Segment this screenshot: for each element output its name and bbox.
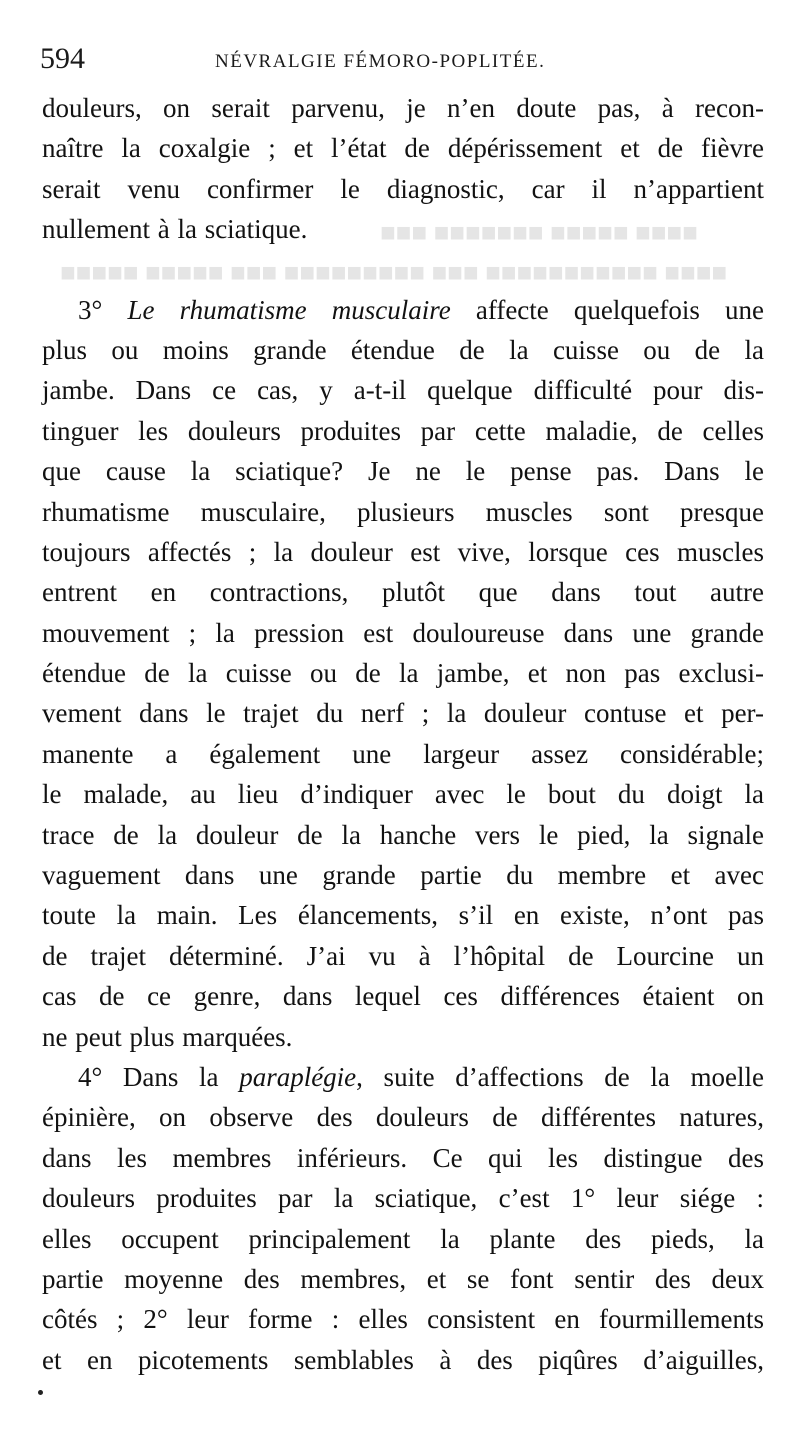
- text-line: [42, 290, 764, 330]
- bleed-ghost-text: ■■■■ ■■■■■■■■■■■ ■■■ ■■■■■■■■■ ■■■ ■■■■■ ■■■■■: [60, 258, 728, 287]
- text-line: jambe. Dans ce cas, y a-t-il quelque difficulté pour dis-: [42, 375, 764, 406]
- page-body: [42, 88, 764, 1380]
- text-line: côtés ; 2° leur forme : elles consistent en fourmillements: [42, 1304, 764, 1335]
- text-line: vement dans le trajet du nerf ; la douleur contuse et per-: [42, 698, 764, 729]
- text-line: le malade, au lieu d’indiquer avec le bout du doigt la: [42, 779, 764, 810]
- text-line: toujours affectés ; la douleur est vive, lorsque ces muscles: [42, 536, 764, 567]
- paragraph: [42, 1057, 764, 1380]
- text-line: douleurs, on serait parvenu, je n’en doute pas, à recon-: [42, 93, 764, 123]
- text-line: plus ou moins grande étendue de la cuisse ou de la: [42, 334, 764, 365]
- text-line: [42, 1057, 764, 1097]
- page-header: [40, 42, 760, 82]
- text-line: trace de la douleur de la hanche vers le pied, la signale: [42, 819, 764, 850]
- text-line: dans les membres inférieurs. Ce qui les distingue des: [42, 1142, 764, 1173]
- text-line: étendue de la cuisse ou de la jambe, et non pas exclusi-: [42, 658, 764, 689]
- italic-term: Le rhumatisme musculaire: [127, 294, 451, 325]
- bleed-ghost-text: ■■■■ ■■■■■ ■■■■■■■ ■■■: [380, 218, 698, 247]
- text-line: de trajet déterminé. J’ai vu à l’hôpital de Lourcine un: [42, 940, 764, 971]
- text-line: rhumatisme musculaire, plusieurs muscles sont presque: [42, 496, 764, 527]
- text-line: nullement à la sciatique.: [42, 214, 308, 245]
- text-run: affecte quelquefois une: [450, 294, 764, 325]
- text-line: mouvement ; la pression est douloureuse dans une grande: [42, 617, 764, 648]
- text-line: partie moyenne des membres, et se font sentir des deux: [42, 1263, 764, 1294]
- text-line: vaguement dans une grande partie du membre et avec: [42, 860, 764, 891]
- text-line: tinguer les douleurs produites par cette maladie, de celles: [42, 415, 764, 446]
- text-line: épinière, on observe des douleurs de différentes natures,: [42, 1102, 764, 1133]
- text-line: toute la main. Les élancements, s’il en existe, n’ont pas: [42, 900, 764, 931]
- paragraph: [42, 88, 764, 250]
- text-line: douleurs produites par la sciatique, c’est 1° leur siége :: [42, 1183, 764, 1214]
- section-number: 3°: [78, 294, 128, 325]
- text-line: manente a également une largeur assez considérable;: [42, 738, 764, 769]
- text-run: 4° Dans la: [78, 1061, 240, 1092]
- text-line: ne peut plus marquées.: [42, 1021, 293, 1052]
- text-line: naître la coxalgie ; et l’état de dépérissement et de fièvre: [42, 133, 764, 164]
- running-title: NÉVRALGIE FÉMORO-POPLITÉE.: [215, 51, 546, 72]
- text-line: elles occupent principalement la plante des pieds, la: [42, 1223, 764, 1254]
- paragraph: [42, 290, 764, 1057]
- ink-speck: [38, 1390, 43, 1395]
- text-line: serait venu confirmer le diagnostic, car il n’appartient: [42, 173, 764, 204]
- page-number: 594: [40, 42, 85, 75]
- text-line: et en picotements semblables à des piqûres d’aiguilles,: [42, 1344, 764, 1375]
- text-line: cas de ce genre, dans lequel ces différences étaient on: [42, 981, 764, 1012]
- text-line: entrent en contractions, plutôt que dans tout autre: [42, 577, 764, 608]
- text-line: que cause la sciatique? Je ne le pense pas. Dans le: [42, 456, 764, 487]
- italic-term: paraplégie: [239, 1061, 357, 1092]
- text-run: , suite d’affections de la moelle: [356, 1061, 764, 1092]
